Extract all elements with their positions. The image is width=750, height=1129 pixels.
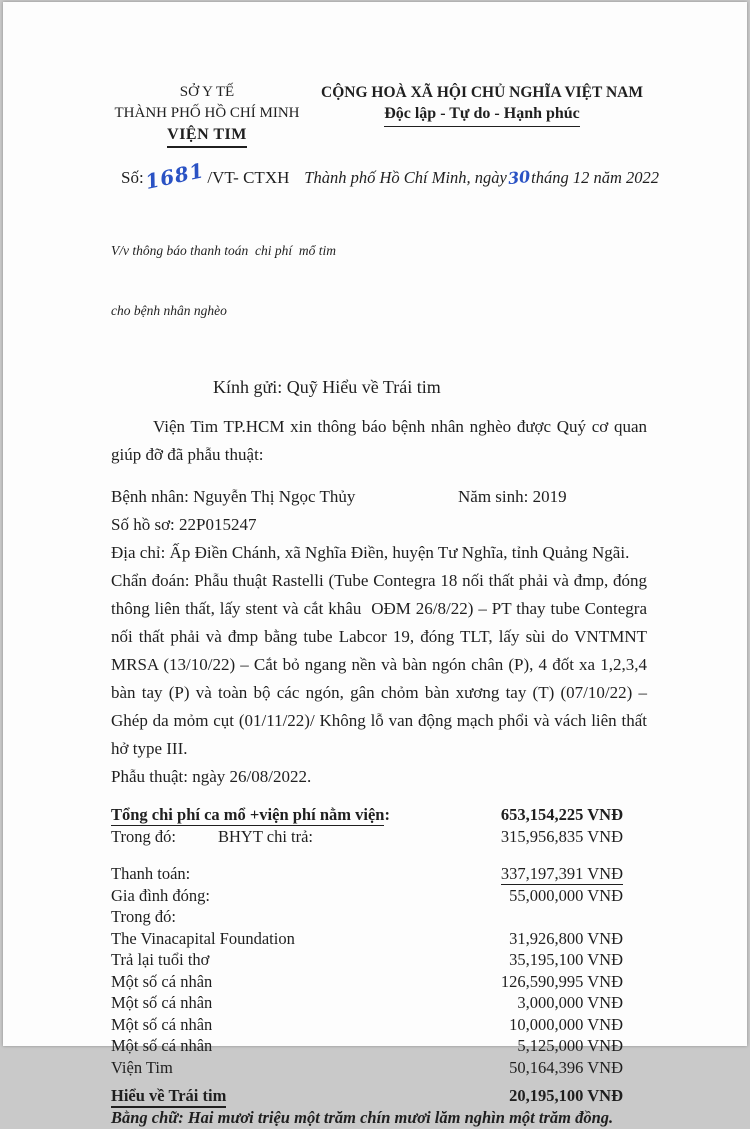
bhyt-label: BHYT chi trả:	[218, 826, 314, 846]
family-label: Gia đình đóng:	[111, 885, 210, 905]
amount-in-words	[111, 1107, 647, 1129]
donor-row	[111, 949, 647, 971]
document-header	[111, 82, 647, 148]
total-cost-label: Tổng chi phí ca mổ +viện phí nằm viện:	[111, 805, 390, 824]
subject-line2: cho bệnh nhân nghèo	[111, 303, 227, 318]
ref-label: Số:	[121, 168, 144, 187]
in-words-label: Bằng chữ:	[111, 1107, 184, 1127]
spacer	[111, 847, 647, 863]
patient-record-number: Số hồ sơ: 22P015247	[111, 515, 257, 534]
handwritten-day: 30	[506, 166, 532, 189]
document-content	[111, 2, 659, 1129]
donor-amount: 35,195,100 VNĐ	[509, 950, 623, 969]
donor-amount: 10,000,000 VNĐ	[509, 1014, 623, 1034]
hieu-amount: 20,195,100 VNĐ	[509, 1086, 623, 1105]
salutation: Kính gửi: Quỹ Hiểu về Trái tim	[213, 377, 441, 397]
donor-label: The Vinacapital Foundation	[111, 928, 295, 948]
place-date-line: Thành phố Hồ Chí Minh, ngày30tháng 12 năm 2022	[304, 164, 659, 192]
national-motto: Độc lập - Tự do - Hạnh phúc	[317, 103, 647, 127]
payment-amount: 337,197,391 VNĐ	[500, 864, 623, 883]
donor-label: Một số cá nhân	[111, 971, 213, 991]
total-cost-amount: 653,154,225 VNĐ	[500, 805, 623, 824]
breakdown-label: Trong đó:	[111, 907, 176, 926]
donor-amount: 3,000,000 VNĐ	[517, 993, 623, 1012]
subject-block	[111, 201, 647, 361]
hieu-label: Hiểu về Trái tim	[111, 1085, 226, 1107]
donor-amount: 31,926,800 VNĐ	[509, 928, 623, 948]
donor-label: Một số cá nhân	[111, 993, 213, 1012]
bhyt-prefix-label: Trong đó:	[111, 826, 176, 846]
patient-name-row	[111, 483, 647, 511]
org-unit-name: VIỆN TIM	[97, 124, 317, 148]
donor-amount: 5,125,000 VNĐ	[517, 1036, 623, 1055]
payment-label: Thanh toán:	[111, 864, 191, 883]
donor-label: Một số cá nhân	[111, 1014, 213, 1034]
subject-line1: V/v thông báo thanh toán chi phí mổ tim	[111, 243, 336, 258]
handwritten-ref-number: 1681	[142, 158, 207, 194]
total-cost-row	[111, 804, 647, 826]
breakdown-header-row	[111, 906, 647, 928]
donor-row	[111, 1014, 647, 1036]
family-amount: 55,000,000 VNĐ	[509, 885, 623, 905]
bhyt-row	[111, 826, 647, 848]
national-header-block	[317, 82, 647, 148]
family-row	[111, 885, 647, 907]
donor-label: Một số cá nhân	[111, 1036, 213, 1055]
bhyt-amount: 315,956,835 VNĐ	[500, 826, 623, 846]
intro-paragraph: Viện Tim TP.HCM xin thông báo bệnh nhân nghèo được Quý cơ quan giúp đỡ đã phẫu thuật:	[111, 417, 647, 464]
surgery-date: Phẫu thuật: ngày 26/08/2022.	[111, 767, 312, 786]
donor-amount: 50,164,396 VNĐ	[509, 1057, 623, 1077]
patient-address: Địa chỉ: Ấp Điền Chánh, xã Nghĩa Điền, huyện Tư Nghĩa, tỉnh Quảng Ngãi.	[111, 543, 630, 562]
patient-diagnosis: Chẩn đoán: Phẫu thuật Rastelli (Tube Contegra 18 nối thất phải và đmp, đóng thông liên thất, lấy stent và cắt khâu OĐM 26/8/22) – PT thay tube Contegra nối thất phải và đmp bằng tube Labcor 19, đóng TLT, lấy sùi do VNTMNT MRSA (13/10/22) – Cắt bỏ ngang nền và bàn ngón chân (P), 4 đốt xa 1,2,3,4 bàn tay (P) và toàn bộ các ngón, gân chỏm bàn xương tay (T) (07/10/22) – Ghép da mỏm cụt (01/11/22)/ Không lỗ van động mạch phổi và vách liên thất hở type III.	[111, 571, 652, 758]
donor-label: Viện Tim	[111, 1057, 173, 1077]
org-parent-line2: THÀNH PHỐ HỒ CHÍ MINH	[114, 105, 300, 121]
document-number	[121, 158, 290, 194]
ref-date-row	[111, 158, 659, 194]
patient-info	[111, 483, 652, 791]
national-title: CỘNG HOÀ XÃ HỘI CHỦ NGHĨA VIỆT NAM	[321, 84, 643, 101]
donor-row	[111, 971, 647, 993]
donor-label: Trả lại tuổi thơ	[111, 950, 210, 969]
donor-row	[111, 1035, 647, 1057]
in-words-text: Hai mươi triệu một trăm chín mươi lăm nghìn một trăm đồng.	[187, 1107, 614, 1127]
donor-row	[111, 1057, 647, 1079]
donor-row	[111, 992, 647, 1014]
ref-suffix: /VT- CTXH	[207, 168, 290, 187]
patient-birth-year: Năm sinh: 2019	[458, 487, 567, 506]
scanned-document-page	[3, 2, 747, 1127]
org-parent-line1: SỞ Y TẾ	[179, 84, 235, 100]
issuing-org-block	[97, 82, 317, 148]
cost-summary	[111, 804, 647, 1129]
donor-amount: 126,590,995 VNĐ	[500, 971, 623, 991]
payment-row	[111, 863, 647, 885]
patient-name: Bệnh nhân: Nguyễn Thị Ngọc Thủy	[111, 487, 356, 506]
hieu-ve-trai-tim-row	[111, 1085, 647, 1107]
donor-row	[111, 928, 647, 950]
